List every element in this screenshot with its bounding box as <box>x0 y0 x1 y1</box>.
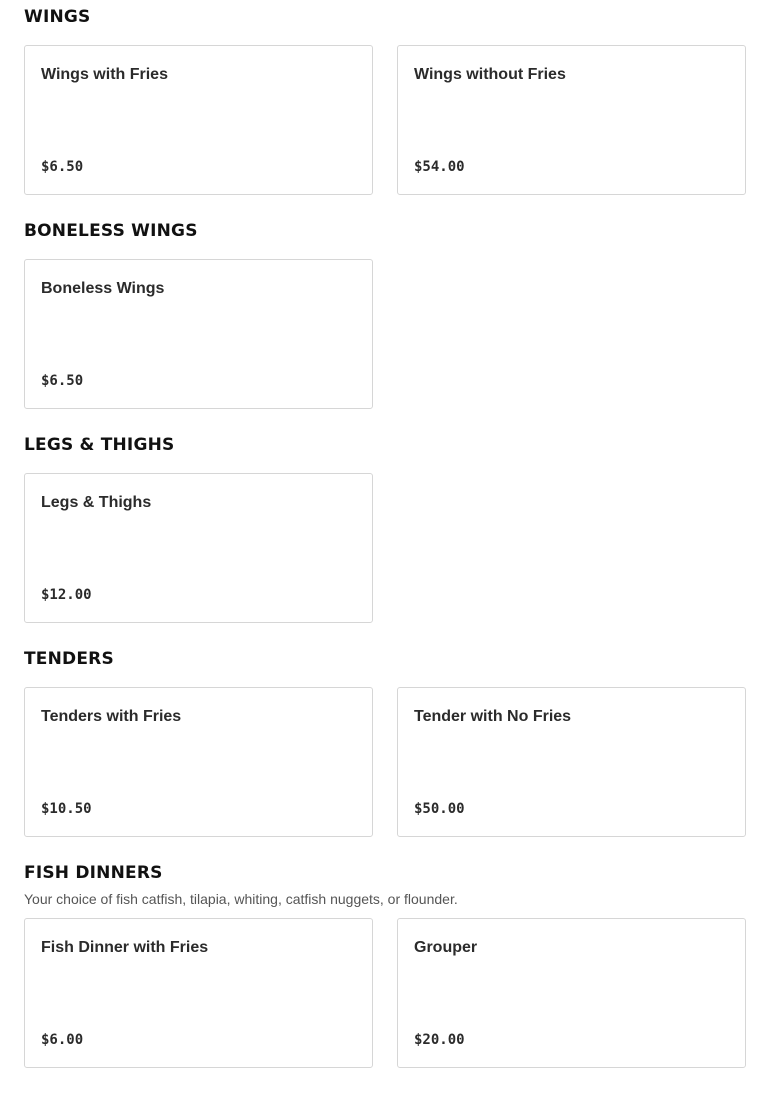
item-price: $6.00 <box>41 1032 84 1048</box>
menu <box>24 0 746 1068</box>
item-name: Fish Dinner with Fries <box>41 939 209 956</box>
menu-item-card[interactable] <box>24 687 373 837</box>
item-price: $10.50 <box>41 801 92 817</box>
item-price: $20.00 <box>414 1032 465 1048</box>
menu-item-card[interactable] <box>397 918 746 1068</box>
item-price: $6.50 <box>41 159 84 175</box>
item-grid <box>24 687 746 837</box>
section-legs-thighs <box>24 409 746 623</box>
item-price: $54.00 <box>414 159 465 175</box>
item-name: Wings with Fries <box>41 66 168 83</box>
section-title: FISH DINNERS <box>24 863 163 883</box>
item-name: Legs & Thighs <box>41 494 152 511</box>
menu-item-card[interactable] <box>397 45 746 195</box>
section-title: LEGS & THIGHS <box>24 435 175 455</box>
section-title: TENDERS <box>24 649 114 669</box>
item-name: Tender with No Fries <box>414 708 572 725</box>
menu-item-card[interactable] <box>24 259 373 409</box>
section-wings <box>24 0 746 195</box>
section-fish-dinners <box>24 837 746 1068</box>
item-name: Tenders with Fries <box>41 708 182 725</box>
item-grid <box>24 473 746 623</box>
section-tenders <box>24 623 746 837</box>
menu-item-card[interactable] <box>397 687 746 837</box>
item-grid <box>24 45 746 195</box>
item-grid <box>24 259 746 409</box>
menu-item-card[interactable] <box>24 473 373 623</box>
item-name: Boneless Wings <box>41 280 165 297</box>
item-price: $12.00 <box>41 587 92 603</box>
section-title: BONELESS WINGS <box>24 221 198 241</box>
item-price: $6.50 <box>41 373 84 389</box>
section-boneless-wings <box>24 195 746 409</box>
section-title: WINGS <box>24 7 91 27</box>
menu-item-card[interactable] <box>24 45 373 195</box>
menu-item-card[interactable] <box>24 918 373 1068</box>
item-name: Wings without Fries <box>414 66 566 83</box>
item-name: Grouper <box>414 939 478 956</box>
item-grid <box>24 918 746 1068</box>
section-description: Your choice of fish catfish, tilapia, whiting, catfish nuggets, or flounder. <box>24 891 458 907</box>
item-price: $50.00 <box>414 801 465 817</box>
